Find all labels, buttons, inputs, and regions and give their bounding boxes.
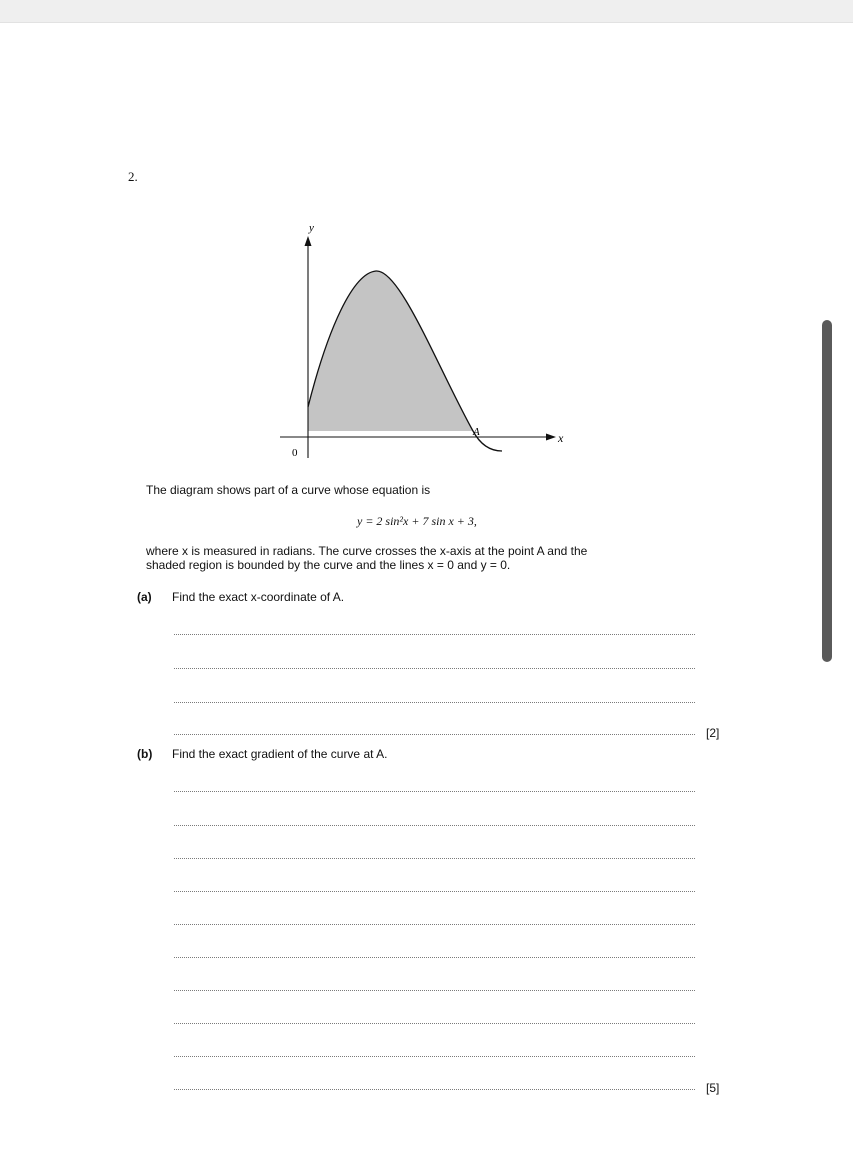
answer-line[interactable] <box>174 891 695 892</box>
intro-text: The diagram shows part of a curve whose equation is <box>146 483 431 497</box>
answer-line[interactable] <box>174 634 695 635</box>
answer-line[interactable] <box>174 1056 695 1057</box>
answer-line[interactable] <box>174 791 695 792</box>
part-b-question: Find the exact gradient of the curve at A. <box>172 747 388 761</box>
answer-line[interactable] <box>174 734 695 735</box>
answer-line[interactable] <box>174 668 695 669</box>
answer-line[interactable] <box>174 990 695 991</box>
scrollbar[interactable] <box>822 320 832 662</box>
body-text-line-2: shaded region is bounded by the curve and the lines x = 0 and y = 0. <box>146 558 511 572</box>
shaded-region <box>308 271 473 431</box>
answer-line[interactable] <box>174 957 695 958</box>
answer-line[interactable] <box>174 1023 695 1024</box>
origin-label: 0 <box>292 447 298 459</box>
answer-line[interactable] <box>174 924 695 925</box>
equation: y = 2 sin²x + 7 sin x + 3, <box>357 514 477 528</box>
answer-line[interactable] <box>174 858 695 859</box>
part-b-label: (b) <box>137 747 153 761</box>
part-a-marks: [2] <box>706 726 720 740</box>
answer-line[interactable] <box>174 702 695 703</box>
part-a-question: Find the exact x-coordinate of A. <box>172 590 345 604</box>
y-axis-arrow <box>305 236 312 246</box>
part-a-label: (a) <box>137 590 152 604</box>
answer-line[interactable] <box>174 825 695 826</box>
question-number: 2. <box>128 169 138 184</box>
x-axis-label: x <box>558 431 564 445</box>
x-axis-arrow <box>546 434 556 441</box>
part-b-marks: [5] <box>706 1081 720 1095</box>
y-axis-label: y <box>309 222 314 234</box>
answer-line[interactable] <box>174 1089 695 1090</box>
point-a-label: A <box>473 426 480 438</box>
curve-diagram <box>268 218 578 468</box>
body-text-line-1: where x is measured in radians. The curve crosses the x-axis at the point A and the <box>146 544 588 558</box>
browser-top-bar <box>0 0 853 23</box>
